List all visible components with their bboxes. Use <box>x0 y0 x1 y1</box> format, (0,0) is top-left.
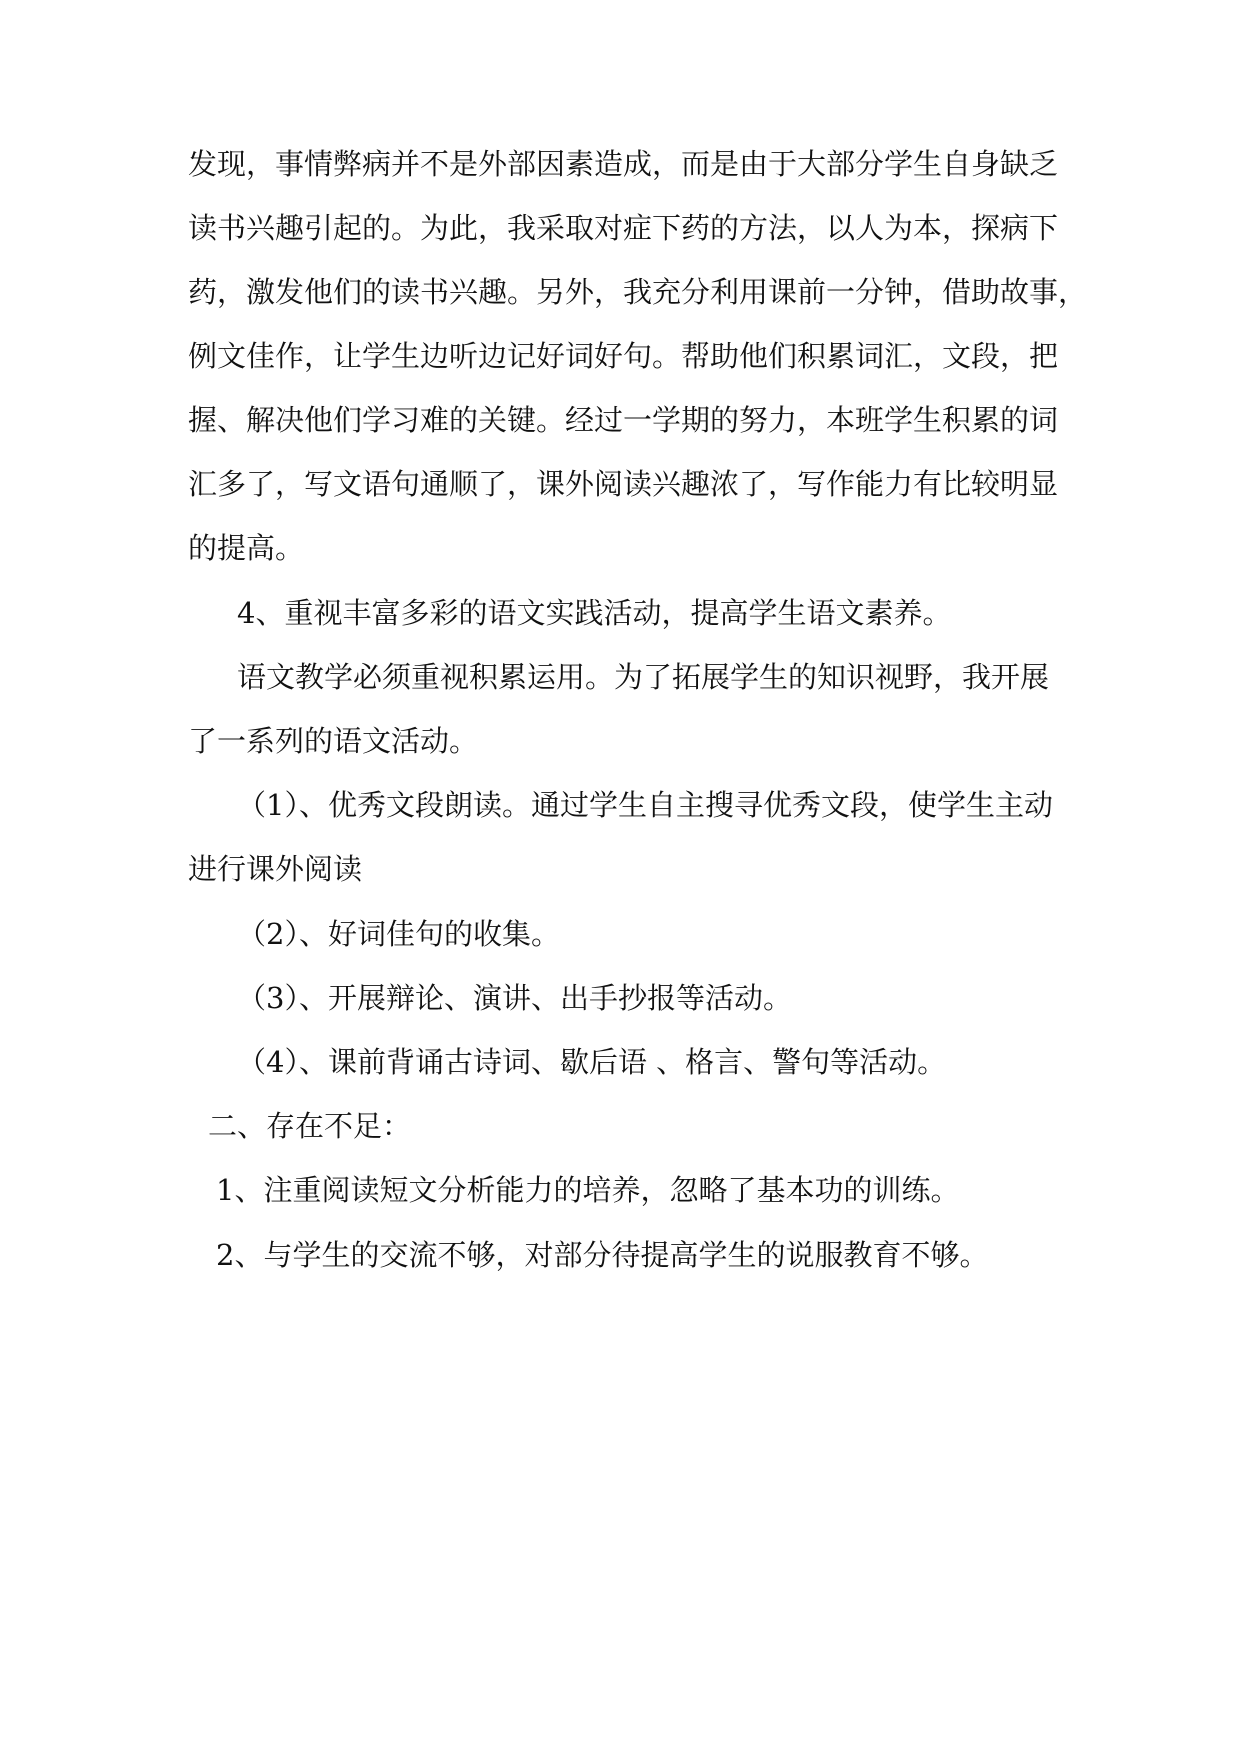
deficiency-item-2: 2、与学生的交流不够，对部分待提高学生的说服教育不够。 <box>216 1238 989 1272</box>
list-item-3: （3）、开展辩论、演讲、出手抄报等活动。 <box>237 981 792 1015</box>
list-item-1-continued: 进行课外阅读 <box>188 852 363 886</box>
paragraph-line-2: 读书兴趣引起的。为此，我采取对症下药的方法，以人为本，探病下 <box>188 211 1059 245</box>
list-item-4: （4）、课前背诵古诗词、歇后语 、格言、警句等活动。 <box>237 1045 947 1079</box>
list-item-1: （1）、优秀文段朗读。通过学生自主搜寻优秀文段，使学生主动 <box>237 788 1053 822</box>
paragraph-line-8: 语文教学必须重视积累运用。为了拓展学生的知识视野，我开展 <box>237 660 1050 694</box>
paragraph-line-3: 药，激发他们的读书兴趣。另外，我充分利用课前一分钟，借助故事， <box>188 275 1088 309</box>
paragraph-line-7: 的提高。 <box>188 531 305 565</box>
section-heading-4: 4、重视丰富多彩的语文实践活动，提高学生语文素养。 <box>237 596 952 630</box>
paragraph-line-5: 握、解决他们学习难的关键。经过一学期的努力，本班学生积累的词 <box>188 403 1059 437</box>
paragraph-line-4: 例文佳作，让学生边听边记好词好句。帮助他们积累词汇，文段，把 <box>188 339 1059 373</box>
deficiency-item-1: 1、注重阅读短文分析能力的培养，忽略了基本功的训练。 <box>216 1173 960 1207</box>
paragraph-line-1: 发现，事情弊病并不是外部因素造成，而是由于大部分学生自身缺乏 <box>188 147 1059 181</box>
paragraph-line-6: 汇多了，写文语句通顺了，课外阅读兴趣浓了，写作能力有比较明显 <box>188 467 1059 501</box>
paragraph-line-9: 了一系列的语文活动。 <box>188 724 479 758</box>
list-item-2: （2）、好词佳句的收集。 <box>237 917 560 951</box>
section-heading-deficiencies: 二、存在不足： <box>208 1109 412 1143</box>
